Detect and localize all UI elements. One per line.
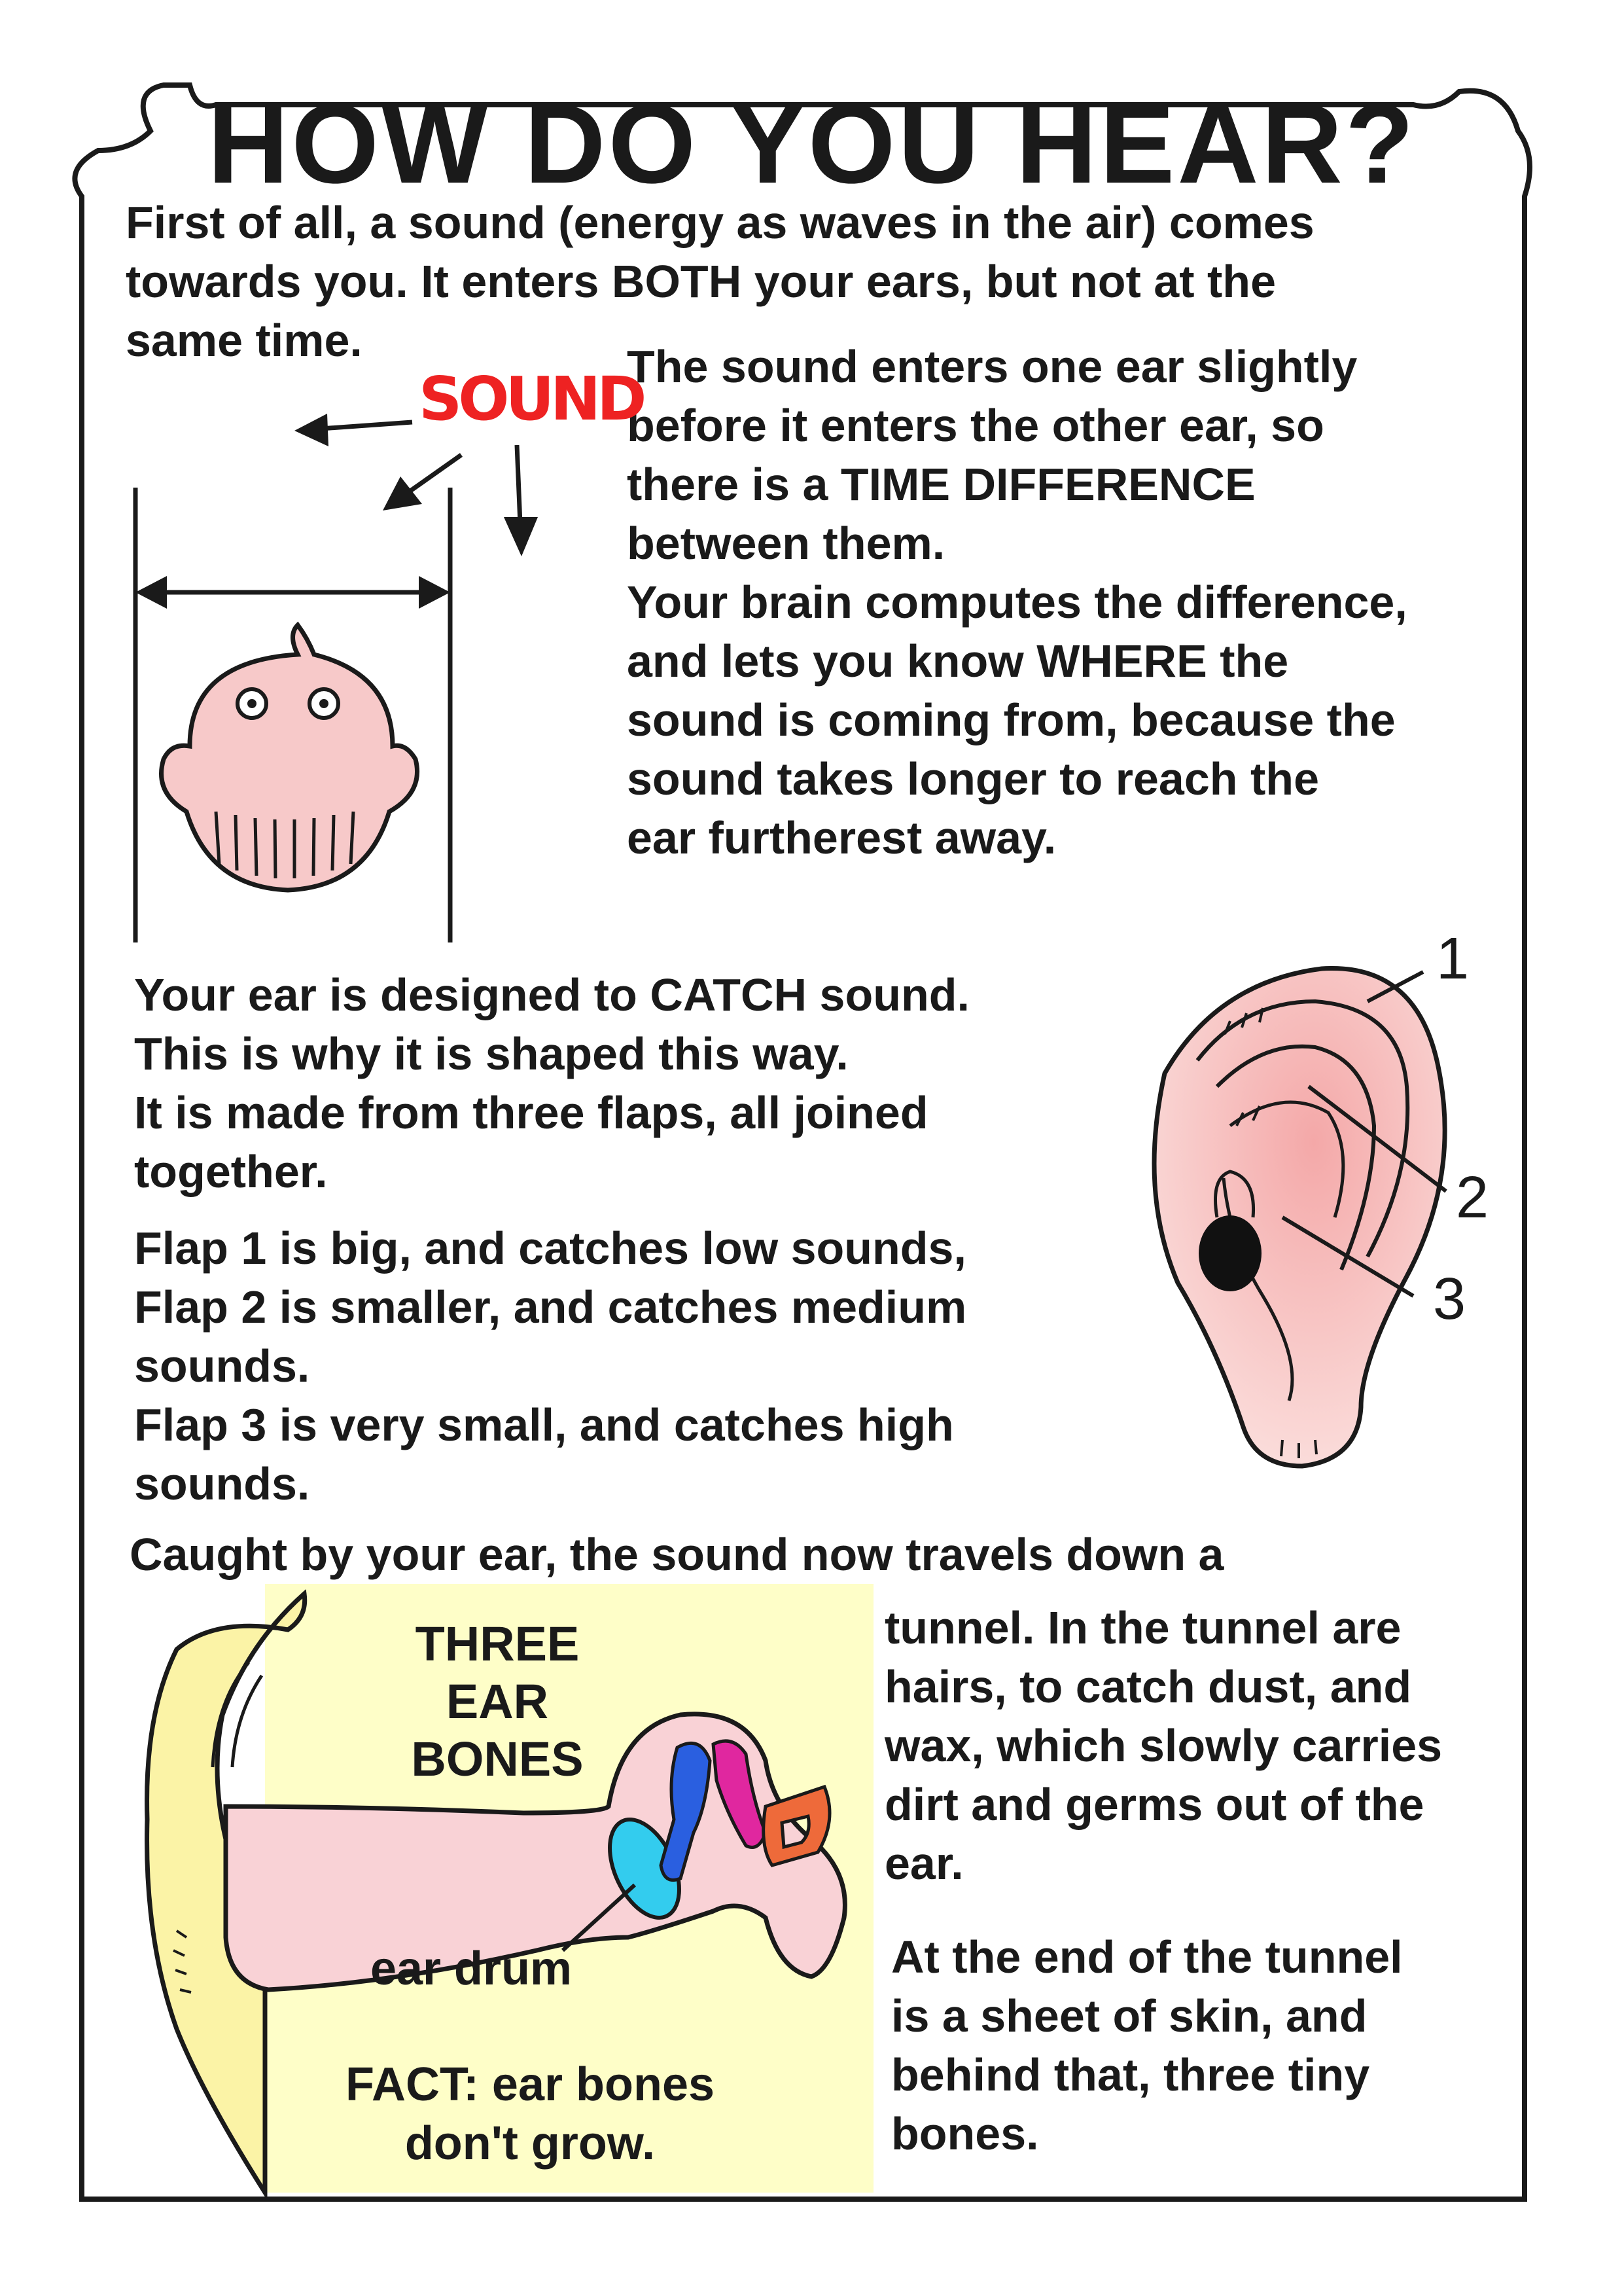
tunnel-rest-paragraph: tunnel. In the tunnel are hairs, to catch dust, and wax, which slowly carries dirt and germs out of the ear.: [885, 1602, 1443, 1889]
time-difference-paragraph: The sound enters one ear slightly before it enters the other ear, so there is a TIME DIFFERENCE between them. Your brain computes the difference, and lets you know WHERE the sound is coming from, because the sound takes longer to reach the ear furtherest away.: [627, 341, 1407, 863]
flaps-paragraph: Flap 1 is big, and catches low sounds, Flap 2 is smaller, and catches medium sounds. Flap 3 is very small, and catches high sounds.: [134, 1223, 967, 1509]
ear-drum-label: ear drum: [370, 1943, 573, 1995]
flap-number-1: 1: [1436, 926, 1470, 992]
three-ear-bones-label: THREE EAR BONES: [411, 1617, 584, 1786]
tunnel-end-paragraph: At the end of the tunnel is a sheet of skin, and behind that, three tiny bones.: [891, 1931, 1403, 2159]
page-title: HOW DO YOU HEAR?: [207, 81, 1417, 207]
sound-label: SOUND: [419, 364, 643, 434]
flap-number-2: 2: [1455, 1165, 1489, 1230]
ear-catch-paragraph: Your ear is designed to CATCH sound. This is why it is shaped this way. It is made from three flaps, all joined together.: [134, 969, 970, 1197]
fact-label: FACT: ear bones don't grow.: [345, 2058, 715, 2170]
tunnel-start-paragraph: Caught by your ear, the sound now travels down a: [130, 1529, 1224, 1580]
intro-paragraph: First of all, a sound (energy as waves in the air) comes towards you. It enters BOTH your ears, but not at the same time.: [126, 197, 1315, 366]
flap-number-3: 3: [1432, 1266, 1466, 1332]
